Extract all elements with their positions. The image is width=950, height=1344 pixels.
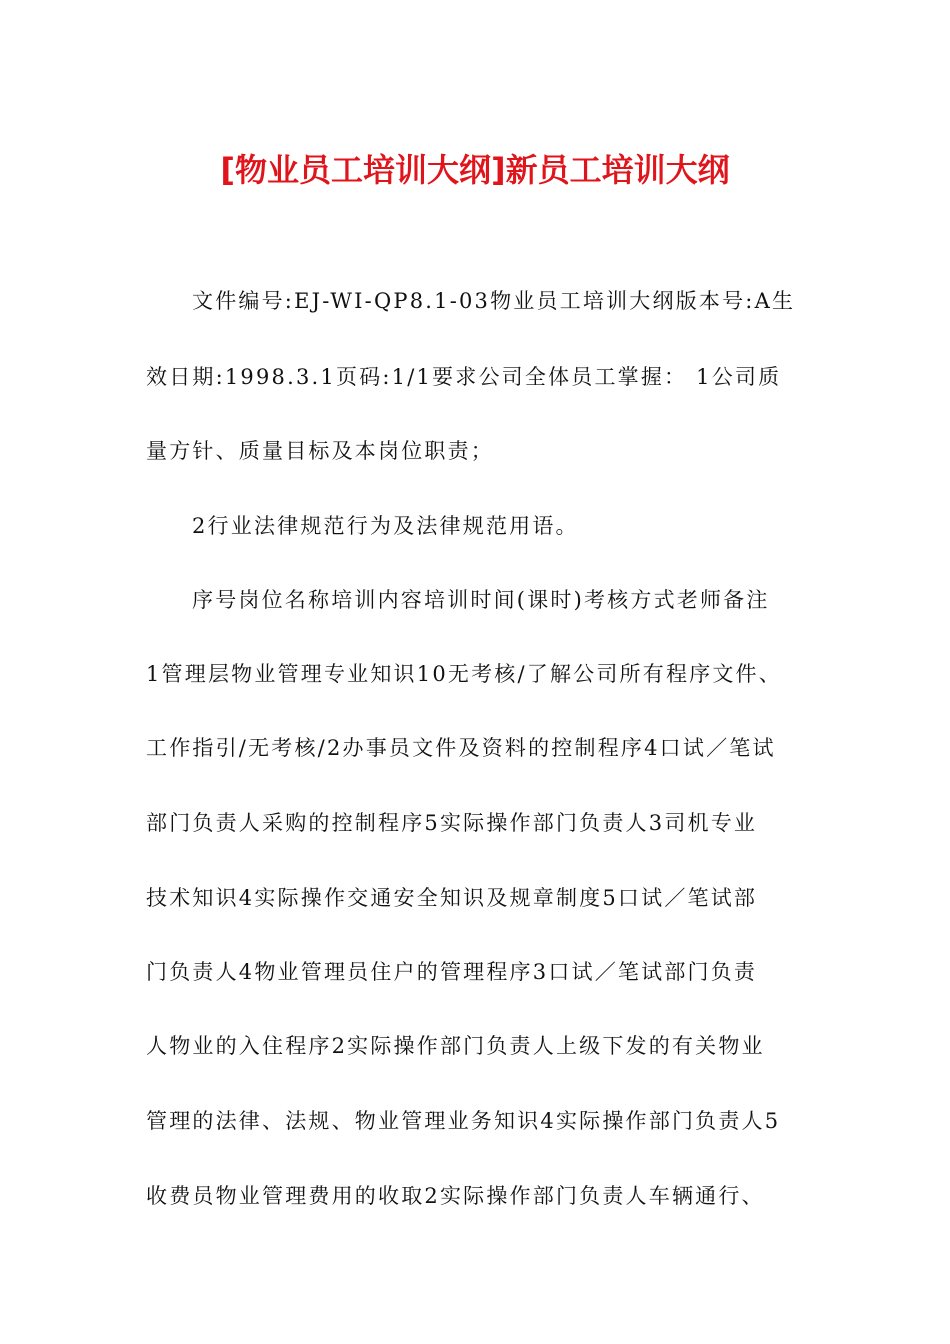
paragraph-line: 管理的法律、法规、物业管理业务知识4实际操作部门负责人5 [146, 1109, 781, 1133]
paragraph-line: 2行业法律规范行为及法律规范用语。 [192, 514, 579, 538]
paragraph-line: 部门负责人采购的控制程序5实际操作部门负责人3司机专业 [146, 811, 758, 835]
paragraph-line: 技术知识4实际操作交通安全知识及规章制度5口试／笔试部 [146, 886, 758, 910]
paragraph-line: 收费员物业管理费用的收取2实际操作部门负责人车辆通行、 [146, 1184, 765, 1208]
paragraph-line: 工作指引/无考核/2办事员文件及资料的控制程序4口试／笔试 [146, 736, 776, 760]
paragraph-line: 效日期:1998.3.1页码:1/1要求公司全体员工掌握： 1公司质 [146, 365, 782, 389]
paragraph-line: 量方针、质量目标及本岗位职责； [146, 439, 494, 463]
document-title: [物业员工培训大纲]新员工培训大纲 [220, 151, 730, 189]
paragraph-line: 序号岗位名称培训内容培训时间(课时)考核方式老师备注 [192, 588, 770, 612]
paragraph-line: 人物业的入住程序2实际操作部门负责人上级下发的有关物业 [146, 1034, 765, 1058]
paragraph-line: 门负责人4物业管理员住户的管理程序3口试／笔试部门负责 [146, 960, 758, 984]
paragraph-line: 文件编号:EJ-WI-QP8.1-03物业员工培训大纲版本号:A生 [192, 289, 796, 313]
paragraph-line: 1管理层物业管理专业知识10无考核/了解公司所有程序文件、 [146, 662, 782, 686]
